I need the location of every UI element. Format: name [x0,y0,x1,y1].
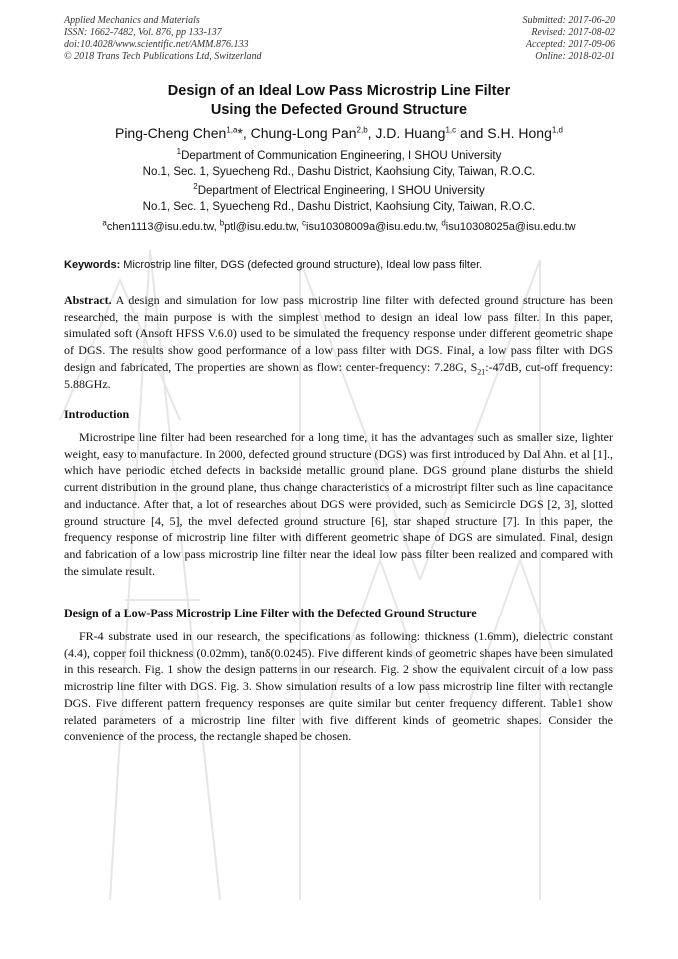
author-separator: *, [237,125,251,141]
email-marker: a [102,218,107,228]
affiliation-department: Department of Communication Engineering, I SHOU University [181,150,502,162]
design-paragraph: FR-4 substrate used in our research, the specifications as following: thickness (1.6mm), dielectric constant (4.4), copper foil thickness (0.02mm), tanδ(0.0245). Five different kinds of geometric shapes have been simulated in this research. Fig. 1 show the design patterns in our research. Fig. 2 show the equivalent circuit of a low pass microstrip line filter with DGS. Fig. 3. Show simulation results of a low pass microstrip line filter with rectangle DGS. Five different pattern frequency responses are quite similar but center frequency different. Table1 show related parameters of a microstrip line filter with five different kinds of geometric shapes. Consider the convenience of the process, the rectangle shaped be chosen. [64,629,613,744]
author-name: Chung-Long Pan [250,125,357,141]
keywords-text: Microstrip line filter, DGS (defected ground structure), Ideal low pass filter. [120,259,483,271]
email-list [0,220,678,234]
affiliation-address: No.1, Sec. 1, Syuecheng Rd., Dashu District, Kaohsiung City, Taiwan, R.O.C. [142,201,536,213]
author-separator: , [367,125,376,141]
accepted-date: Accepted: 2017-09-06 [525,39,615,50]
journal-info [64,15,262,63]
affiliation-marker: 1 [176,147,182,157]
affiliation-address: No.1, Sec. 1, Syuecheng Rd., Dashu District, Kaohsiung City, Taiwan, R.O.C. [142,166,536,178]
issn-line: ISSN: 1662-7482, Vol. 876, pp 133-137 [64,27,222,38]
abstract-subscript: 21 [477,367,486,377]
abstract-text: A design and simulation for low pass microstrip line filter with defected ground structure has been researched, the main purpose is with the simplest method to design an ideal low pass filter. In this paper, simulated soft (Ansoft HFSS V.6.0) used to be simulated the frequency response under different geometric shape of DGS. The results show good performance of a low pass filter with DGS. Final, a low pass filter with DGS design and fabricated, The properties are shown as flow: center-frequency: 7.28G, S [64,293,613,374]
affiliation-2 [0,183,678,215]
doi-line: doi:10.4028/www.scientific.net/AMM.876.133 [64,39,249,50]
abstract-paragraph [64,292,613,392]
email-address: ptl@isu.edu.tw, [224,221,302,233]
keywords-label: Keywords: [64,259,121,271]
affiliation-department: Department of Electrical Engineering, I SHOU University [197,185,485,197]
author-affiliation-marker: 1,d [551,125,563,135]
affiliation-marker: 2 [193,182,198,192]
abstract-label: Abstract. [64,293,112,307]
email-marker: d [441,218,446,228]
author-affiliation-marker: 1,c [445,125,457,135]
abstract-text-end: :-47dB, cut-off frequency: 5.88GHz. [64,359,614,391]
title-line-2: Using the Defected Ground Structure [210,102,468,118]
email-address: isu10308009a@isu.edu.tw, [306,221,442,233]
affiliation-1 [0,148,678,180]
title-line-1: Design of an Ideal Low Pass Microstrip Line Filter [167,83,511,99]
email-marker: b [219,218,225,228]
author-separator: and [456,125,488,141]
revised-date: Revised: 2017-08-02 [531,27,615,38]
section-heading-introduction: Introduction [64,407,130,421]
email-marker: c [302,218,306,228]
copyright-line: © 2018 Trans Tech Publications Ltd, Switzerland [64,51,262,62]
introduction-paragraph: Microstripe line filter had been researched for a long time, it has the advantages such as smaller size, lighter weight, easy to manufacture. In 2000, defected ground structure (DGS) was first introduced by Dal Ahn. et al [1]., which have periodic etched defects in backside metallic ground plane. DGS ground plane disturbs the shield current distribution in the ground plane, thus change characteristics of a microstript filter such as line capacitance and inductance. After that, a lot of researches about DGS were provided, such as Semicircle DGS [2, 3], slotted ground structure [4, 5], the mvel defected ground structure [6], star shaped structure [7]. In this paper, the frequency response of microstrip line filter with different geometric shape of DGS are simulated. Final, design and fabrication of a low pass microstrip line filter near the ideal low pass filter been realized and compared with the simulate result. [64,430,613,578]
paper-title [0,82,678,120]
author-affiliation-marker: 1,a [226,125,238,135]
author-name: J.D. Huang [375,125,446,141]
author-name: Ping-Cheng Chen [114,125,227,141]
email-address: chen1113@isu.edu.tw, [106,221,220,233]
submission-dates [523,15,616,63]
section-heading-design: Design of a Low-Pass Microstrip Line Filter with the Defected Ground Structure [64,606,477,620]
author-affiliation-marker: 2,b [356,125,368,135]
author-list [0,124,678,142]
keywords-line [64,258,616,272]
author-name: S.H. Hong [487,125,552,141]
journal-name: Applied Mechanics and Materials [64,15,200,26]
online-date: Online: 2018-02-01 [535,51,615,62]
submitted-date: Submitted: 2017-06-20 [522,15,615,26]
email-address: isu10308025a@isu.edu.tw [445,221,576,233]
